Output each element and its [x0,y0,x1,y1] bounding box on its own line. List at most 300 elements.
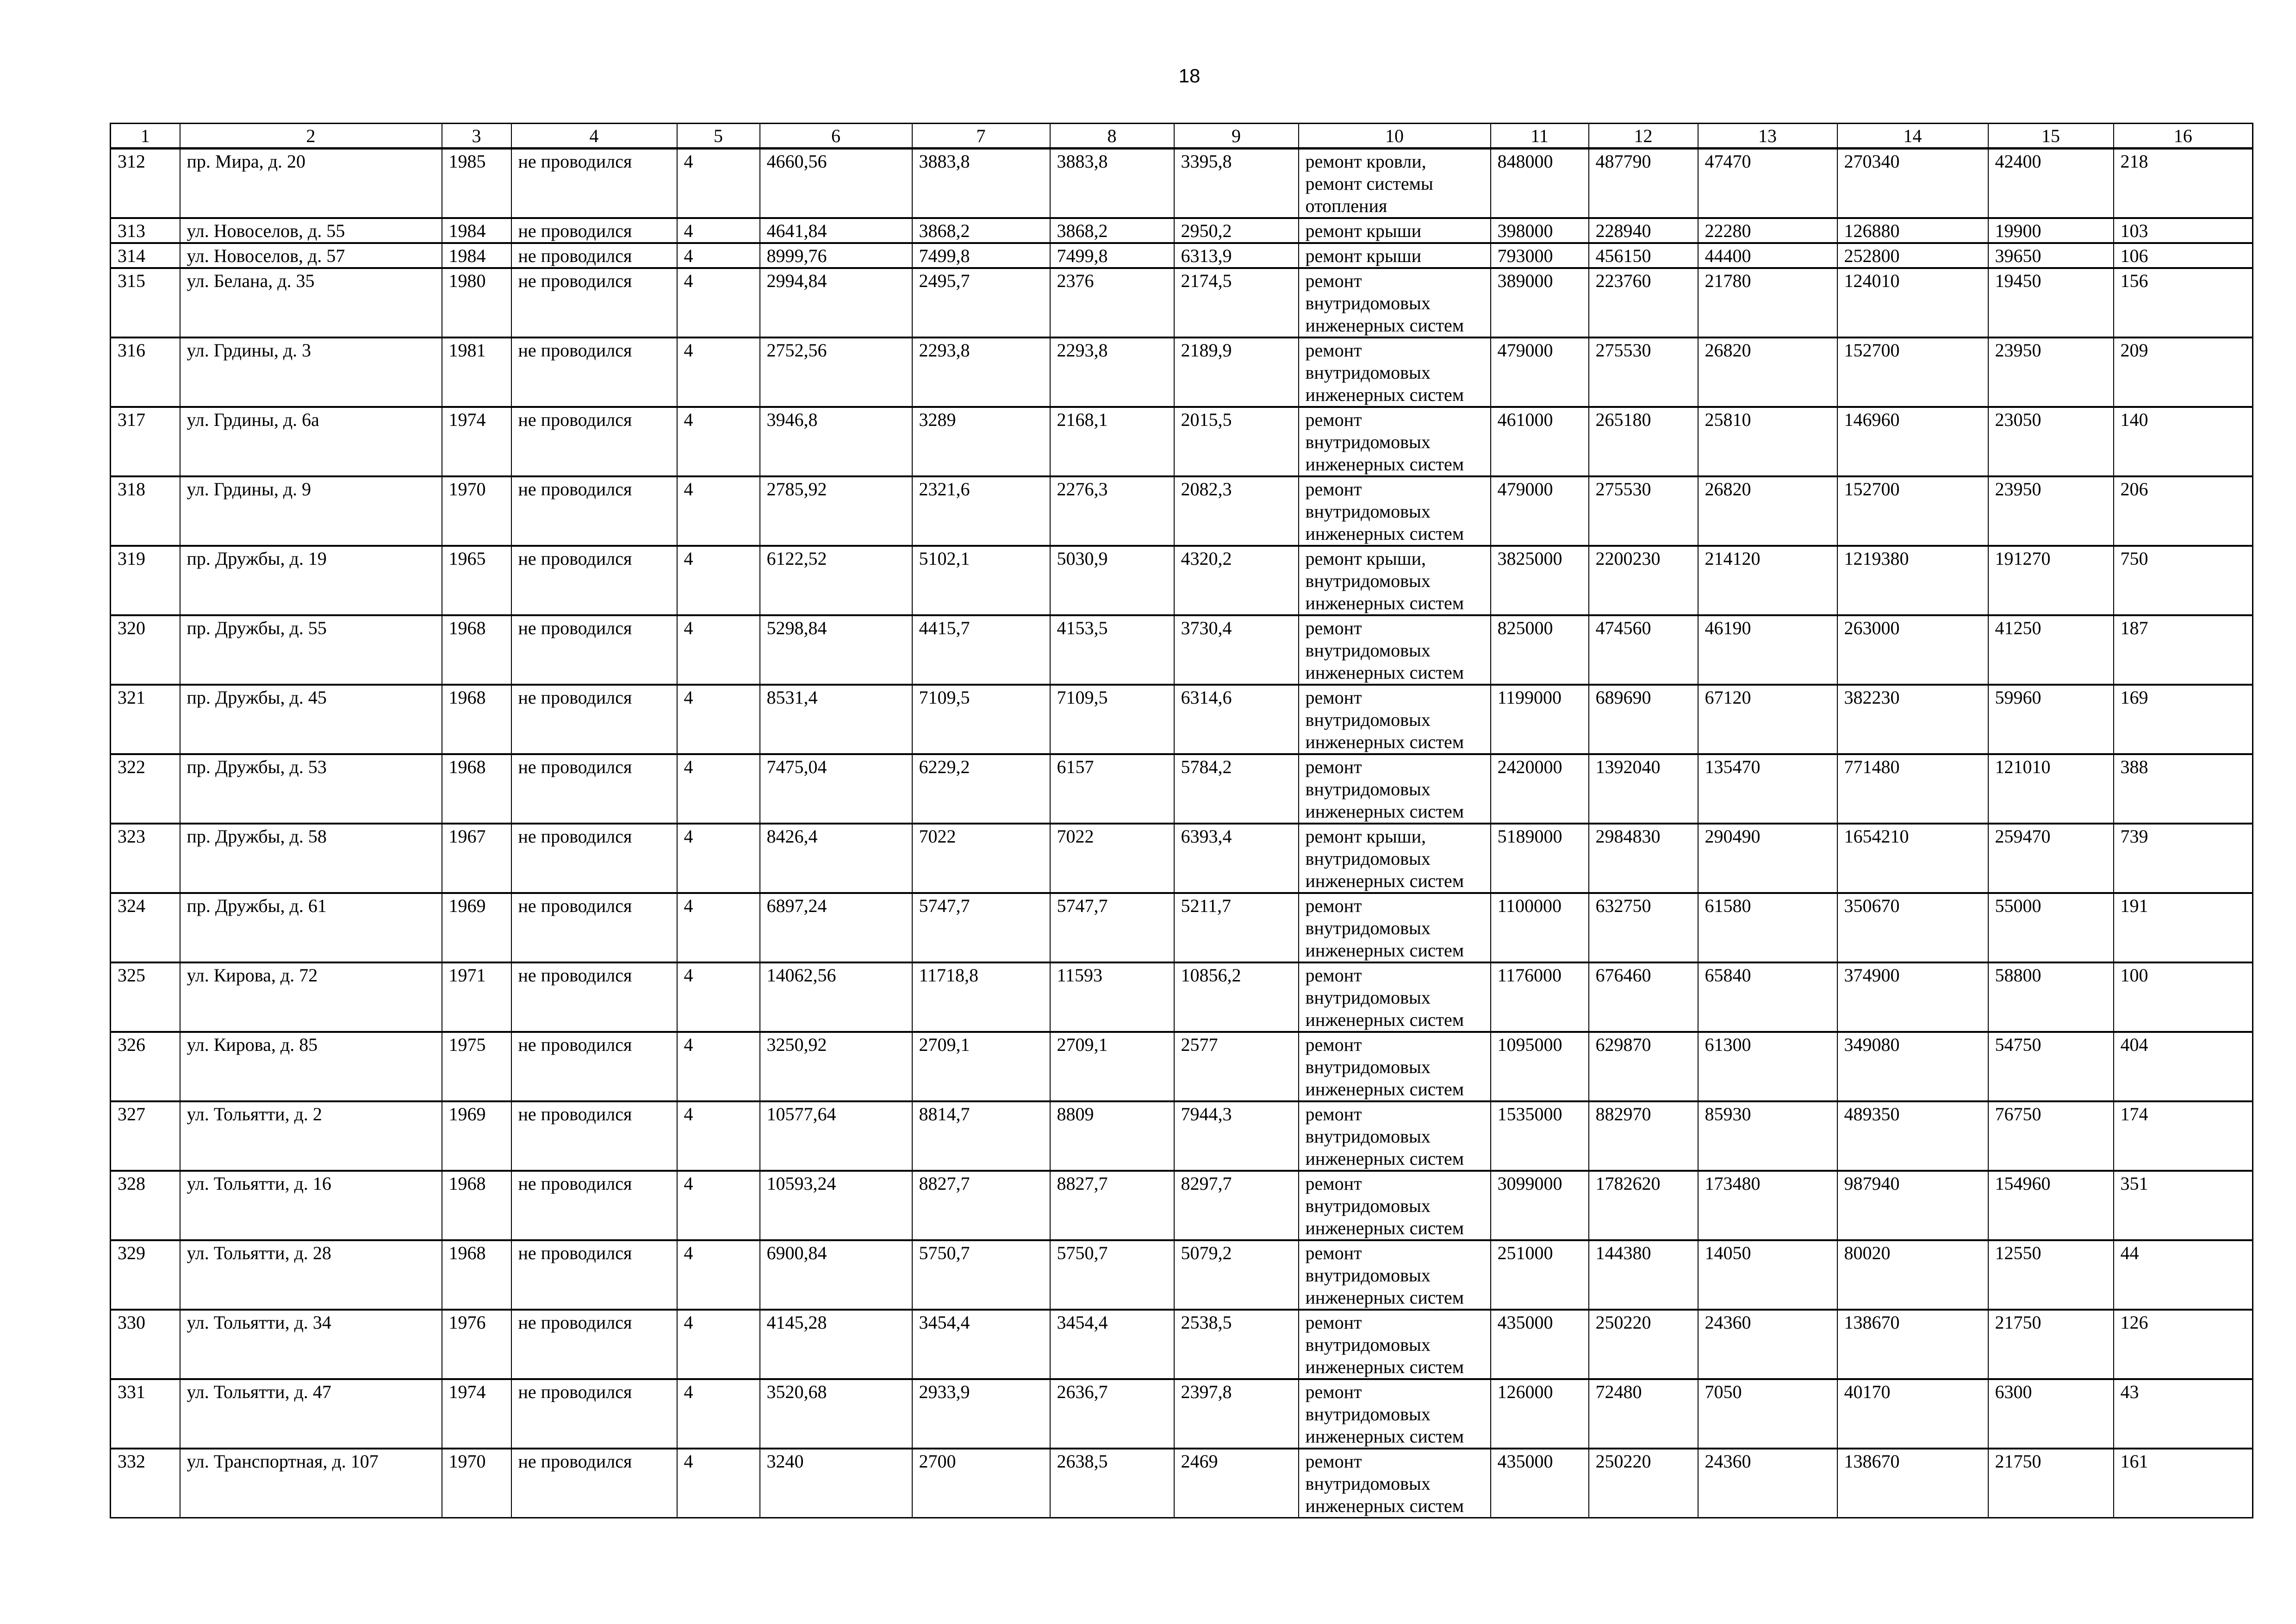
table-cell: не проводился [511,149,677,219]
table-cell: 55000 [1988,893,2114,962]
table-cell: ремонт внутридомовых инженерных систем [1299,337,1491,407]
column-header: 6 [760,124,912,149]
table-cell: 456150 [1589,243,1698,268]
table-cell: 330 [111,1310,180,1379]
table-cell: 461000 [1491,407,1589,476]
table-cell: 265180 [1589,407,1698,476]
table-cell: 1535000 [1491,1101,1589,1171]
table-cell: ремонт внутридомовых инженерных систем [1299,1032,1491,1101]
table-cell: 85930 [1698,1101,1837,1171]
table-cell: 1392040 [1589,754,1698,824]
table-cell: 398000 [1491,218,1589,243]
table-cell: 39650 [1988,243,2114,268]
table-cell: ул. Белана, д. 35 [180,268,442,337]
table-cell: 327 [111,1101,180,1171]
table-cell: 1970 [442,1449,511,1518]
table-cell: 7944,3 [1174,1101,1299,1171]
table-cell: 3250,92 [760,1032,912,1101]
table-cell: 7022 [912,824,1050,893]
table-cell: ремонт внутридомовых инженерных систем [1299,1449,1491,1518]
table-cell: не проводился [511,1101,677,1171]
table-cell: ремонт крыши [1299,243,1491,268]
table-cell: 22280 [1698,218,1837,243]
table-row [111,476,2253,546]
table-cell: пр. Дружбы, д. 19 [180,546,442,615]
table-cell: 5030,9 [1050,546,1174,615]
table-cell: ул. Тольятти, д. 47 [180,1379,442,1449]
table-cell: 65840 [1698,962,1837,1032]
table-cell: 987940 [1837,1171,1988,1240]
table-cell: ремонт крыши, внутридомовых инженерных систем [1299,546,1491,615]
table-cell: 21750 [1988,1310,2114,1379]
table-cell: 67120 [1698,685,1837,754]
table-cell: 2638,5 [1050,1449,1174,1518]
table-cell: 72480 [1589,1379,1698,1449]
table-cell: 3883,8 [1050,149,1174,219]
table-cell: 259470 [1988,824,2114,893]
table-cell: 2293,8 [1050,337,1174,407]
table-cell: 1981 [442,337,511,407]
table-cell: пр. Дружбы, д. 45 [180,685,442,754]
table-cell: 629870 [1589,1032,1698,1101]
table-cell: 6897,24 [760,893,912,962]
table-cell: 2495,7 [912,268,1050,337]
table-cell: ул. Грдины, д. 6а [180,407,442,476]
table-cell: пр. Мира, д. 20 [180,149,442,219]
column-header: 13 [1698,124,1837,149]
table-cell: не проводился [511,1032,677,1101]
table-cell: 3099000 [1491,1171,1589,1240]
column-header: 14 [1837,124,1988,149]
table-cell: 6229,2 [912,754,1050,824]
table-cell: 103 [2114,218,2253,243]
table-row [111,615,2253,685]
table-cell: 3868,2 [912,218,1050,243]
table-cell: ул. Тольятти, д. 34 [180,1310,442,1379]
table-cell: 1976 [442,1310,511,1379]
column-header: 8 [1050,124,1174,149]
table-cell: 5211,7 [1174,893,1299,962]
table-cell: не проводился [511,407,677,476]
table-cell: 2276,3 [1050,476,1174,546]
table-cell: ремонт внутридомовых инженерных систем [1299,962,1491,1032]
table-cell: 3454,4 [1050,1310,1174,1379]
table-cell: 7050 [1698,1379,1837,1449]
table-cell: 382230 [1837,685,1988,754]
table-cell: 191270 [1988,546,2114,615]
table-cell: 4 [677,218,760,243]
column-header: 3 [442,124,511,149]
table-cell: 1968 [442,754,511,824]
table-cell: не проводился [511,1171,677,1240]
table-cell: 6122,52 [760,546,912,615]
table-row [111,218,2253,243]
table-cell: 4 [677,546,760,615]
table-cell: 4 [677,615,760,685]
table-cell: 140 [2114,407,2253,476]
table-cell: 2469 [1174,1449,1299,1518]
column-header: 11 [1491,124,1589,149]
table-cell: ремонт внутридомовых инженерных систем [1299,754,1491,824]
table-cell: 275530 [1589,476,1698,546]
table-cell: 61300 [1698,1032,1837,1101]
table-cell: 4 [677,1032,760,1101]
table-cell: 4 [677,407,760,476]
table-cell: 228940 [1589,218,1698,243]
table-cell: 138670 [1837,1310,1988,1379]
table-cell: 1969 [442,893,511,962]
table-cell: 7109,5 [912,685,1050,754]
table-cell: 10577,64 [760,1101,912,1171]
table-cell: 4 [677,1171,760,1240]
table-cell: 323 [111,824,180,893]
table-cell: 23050 [1988,407,2114,476]
table-cell: 126000 [1491,1379,1589,1449]
table-cell: 1968 [442,1171,511,1240]
table-cell: 326 [111,1032,180,1101]
table-cell: 1984 [442,218,511,243]
table-cell: 771480 [1837,754,1988,824]
table-cell: 2321,6 [912,476,1050,546]
table-cell: 5079,2 [1174,1240,1299,1310]
table-cell: 435000 [1491,1310,1589,1379]
table-cell: 5750,7 [912,1240,1050,1310]
table-cell: не проводился [511,218,677,243]
table-cell: 12550 [1988,1240,2114,1310]
table-cell: 1974 [442,1379,511,1449]
table-cell: 2015,5 [1174,407,1299,476]
table-cell: не проводился [511,268,677,337]
table-cell: 187 [2114,615,2253,685]
table-cell: 350670 [1837,893,1988,962]
table-cell: 3883,8 [912,149,1050,219]
table-cell: 349080 [1837,1032,1988,1101]
table-cell: 152700 [1837,476,1988,546]
table-row [111,243,2253,268]
table-cell: 318 [111,476,180,546]
column-header: 1 [111,124,180,149]
table-cell: ремонт внутридомовых инженерных систем [1299,615,1491,685]
table-row [111,824,2253,893]
table-cell: 474560 [1589,615,1698,685]
table-cell: 2200230 [1589,546,1698,615]
table-cell: 7475,04 [760,754,912,824]
table-cell: не проводился [511,962,677,1032]
table-cell: 47470 [1698,149,1837,219]
table-cell: 315 [111,268,180,337]
table-cell: не проводился [511,754,677,824]
table-cell: 4 [677,1379,760,1449]
table-cell: 8297,7 [1174,1171,1299,1240]
column-header: 12 [1589,124,1698,149]
table-cell: 223760 [1589,268,1698,337]
table-cell: ул. Новоселов, д. 55 [180,218,442,243]
table-cell: 24360 [1698,1310,1837,1379]
table-cell: 4 [677,268,760,337]
table-row [111,1101,2253,1171]
table-cell: 19450 [1988,268,2114,337]
table-row [111,546,2253,615]
table-cell: 328 [111,1171,180,1240]
table-cell: 209 [2114,337,2253,407]
table-cell: 2168,1 [1050,407,1174,476]
table-cell: 2785,92 [760,476,912,546]
column-number-header-row [111,124,2253,149]
table-cell: 2933,9 [912,1379,1050,1449]
table-cell: 61580 [1698,893,1837,962]
table-cell: 76750 [1988,1101,2114,1171]
table-cell: 206 [2114,476,2253,546]
table-cell: 324 [111,893,180,962]
table-cell: 4 [677,824,760,893]
table-cell: 80020 [1837,1240,1988,1310]
table-cell: 126 [2114,1310,2253,1379]
table-cell: 1219380 [1837,546,1988,615]
table-cell: 4 [677,1101,760,1171]
table-cell: 2709,1 [912,1032,1050,1101]
table-cell: 1984 [442,243,511,268]
table-cell: 6314,6 [1174,685,1299,754]
table-cell: ул. Грдины, д. 9 [180,476,442,546]
table-cell: 19900 [1988,218,2114,243]
table-cell: 3825000 [1491,546,1589,615]
table-cell: 156 [2114,268,2253,337]
table-cell: 25810 [1698,407,1837,476]
table-cell: ул. Тольятти, д. 16 [180,1171,442,1240]
table-cell: 6300 [1988,1379,2114,1449]
table-cell: 3868,2 [1050,218,1174,243]
table-cell: 1971 [442,962,511,1032]
table-cell: ремонт внутридомовых инженерных систем [1299,268,1491,337]
table-cell: 3289 [912,407,1050,476]
table-cell: 21780 [1698,268,1837,337]
table-cell: 7109,5 [1050,685,1174,754]
page-number: 18 [1178,65,1201,87]
table-cell: 174 [2114,1101,2253,1171]
table-cell: 154960 [1988,1171,2114,1240]
table-cell: 1176000 [1491,962,1589,1032]
table-cell: 26820 [1698,476,1837,546]
table-cell: 275530 [1589,337,1698,407]
table-cell: 6157 [1050,754,1174,824]
column-header: 10 [1299,124,1491,149]
table-cell: 46190 [1698,615,1837,685]
table-cell: 487790 [1589,149,1698,219]
table-cell: 4153,5 [1050,615,1174,685]
table-row [111,407,2253,476]
table-row [111,754,2253,824]
table-cell: 848000 [1491,149,1589,219]
table-cell: 146960 [1837,407,1988,476]
table-cell: 250220 [1589,1449,1698,1518]
column-header: 16 [2114,124,2253,149]
table-cell: 218 [2114,149,2253,219]
table-cell: 1985 [442,149,511,219]
table-cell: 689690 [1589,685,1698,754]
column-header: 15 [1988,124,2114,149]
table-cell: 4641,84 [760,218,912,243]
table-cell: 3946,8 [760,407,912,476]
table-cell: 319 [111,546,180,615]
table-cell: 8827,7 [912,1171,1050,1240]
table-cell: 152700 [1837,337,1988,407]
table-cell: 4 [677,337,760,407]
table-row [111,1171,2253,1240]
table-cell: не проводился [511,243,677,268]
table-cell: 321 [111,685,180,754]
table-cell: 2700 [912,1449,1050,1518]
table-cell: 1968 [442,615,511,685]
table-cell: ул. Кирова, д. 85 [180,1032,442,1101]
table-cell: 4 [677,1240,760,1310]
table-cell: 331 [111,1379,180,1449]
table-cell: 2538,5 [1174,1310,1299,1379]
table-cell: 8999,76 [760,243,912,268]
table-cell: 404 [2114,1032,2253,1101]
table-cell: 1965 [442,546,511,615]
table-cell: 676460 [1589,962,1698,1032]
table-cell: 5784,2 [1174,754,1299,824]
table-cell: 1970 [442,476,511,546]
table-cell: ул. Грдины, д. 3 [180,337,442,407]
table-cell: 388 [2114,754,2253,824]
table-cell: 389000 [1491,268,1589,337]
table-cell: 10593,24 [760,1171,912,1240]
table-cell: 26820 [1698,337,1837,407]
table-cell: 138670 [1837,1449,1988,1518]
table-cell: не проводился [511,1310,677,1379]
table-cell: 44400 [1698,243,1837,268]
table-cell: 320 [111,615,180,685]
table-cell: 4 [677,893,760,962]
table-cell: 8426,4 [760,824,912,893]
table-cell: 124010 [1837,268,1988,337]
table-cell: ремонт внутридомовых инженерных систем [1299,407,1491,476]
table-cell: 8531,4 [760,685,912,754]
table-cell: 7499,8 [912,243,1050,268]
table-cell: 14062,56 [760,962,912,1032]
table-cell: 161 [2114,1449,2253,1518]
table-cell: 351 [2114,1171,2253,1240]
table-cell: 6900,84 [760,1240,912,1310]
table-cell: ремонт внутридомовых инженерных систем [1299,1240,1491,1310]
table-cell: 317 [111,407,180,476]
table-cell: 2950,2 [1174,218,1299,243]
table-cell: 3520,68 [760,1379,912,1449]
table-cell: ул. Новоселов, д. 57 [180,243,442,268]
table-cell: 100 [2114,962,2253,1032]
column-header: 9 [1174,124,1299,149]
table-cell: 41250 [1988,615,2114,685]
table-cell: 1975 [442,1032,511,1101]
table-cell: 23950 [1988,476,2114,546]
table-cell: 135470 [1698,754,1837,824]
column-header: 5 [677,124,760,149]
table-cell: 251000 [1491,1240,1589,1310]
table-cell: 1974 [442,407,511,476]
table-cell: 44 [2114,1240,2253,1310]
table-cell: 435000 [1491,1449,1589,1518]
table-cell: пр. Дружбы, д. 58 [180,824,442,893]
table-cell: 2420000 [1491,754,1589,824]
table-cell: 4 [677,1310,760,1379]
table-cell: 8814,7 [912,1101,1050,1171]
table-cell: 3395,8 [1174,149,1299,219]
table-cell: 7499,8 [1050,243,1174,268]
table-cell: 479000 [1491,337,1589,407]
table-row [111,685,2253,754]
table-cell: 325 [111,962,180,1032]
table-cell: 1100000 [1491,893,1589,962]
table-cell: 750 [2114,546,2253,615]
table-cell: 3454,4 [912,1310,1050,1379]
table-cell: 2752,56 [760,337,912,407]
table-cell: 24360 [1698,1449,1837,1518]
table-cell: 2397,8 [1174,1379,1299,1449]
table-cell: 250220 [1589,1310,1698,1379]
table-cell: 312 [111,149,180,219]
table-cell: 5298,84 [760,615,912,685]
table-cell: 322 [111,754,180,824]
table-cell: не проводился [511,685,677,754]
table-cell: 1969 [442,1101,511,1171]
table-row [111,337,2253,407]
table-cell: 23950 [1988,337,2114,407]
table-cell: не проводился [511,824,677,893]
table-cell: 4 [677,685,760,754]
table-cell: 1980 [442,268,511,337]
table-cell: 2577 [1174,1032,1299,1101]
table-cell: 1967 [442,824,511,893]
table-cell: 2636,7 [1050,1379,1174,1449]
table-cell: 8809 [1050,1101,1174,1171]
table-cell: не проводился [511,337,677,407]
table-cell: не проводился [511,1379,677,1449]
table-cell: ремонт внутридомовых инженерных систем [1299,476,1491,546]
table-cell: ремонт внутридомовых инженерных систем [1299,1379,1491,1449]
table-cell: 1199000 [1491,685,1589,754]
table-row [111,1449,2253,1518]
table-cell: ремонт внутридомовых инженерных систем [1299,1310,1491,1379]
housing-repair-table [110,123,2253,1518]
column-header: 4 [511,124,677,149]
table-cell: 214120 [1698,546,1837,615]
table-row [111,1032,2253,1101]
column-header: 2 [180,124,442,149]
table-cell: 10856,2 [1174,962,1299,1032]
table-cell: 4145,28 [760,1310,912,1379]
table-cell: 54750 [1988,1032,2114,1101]
table-cell: 2174,5 [1174,268,1299,337]
table-cell: 106 [2114,243,2253,268]
table-cell: 6393,4 [1174,824,1299,893]
table-cell: 329 [111,1240,180,1310]
table-row [111,149,2253,219]
table-cell: 4 [677,1449,760,1518]
table-cell: 191 [2114,893,2253,962]
table-cell: 126880 [1837,218,1988,243]
table-cell: 43 [2114,1379,2253,1449]
table-cell: 1782620 [1589,1171,1698,1240]
table-cell: 882970 [1589,1101,1698,1171]
table-cell: ремонт внутридомовых инженерных систем [1299,893,1491,962]
table-cell: 121010 [1988,754,2114,824]
table-cell: 4 [677,962,760,1032]
table-cell: 59960 [1988,685,2114,754]
table-cell: не проводился [511,1449,677,1518]
table-cell: 2376 [1050,268,1174,337]
table-cell: 825000 [1491,615,1589,685]
